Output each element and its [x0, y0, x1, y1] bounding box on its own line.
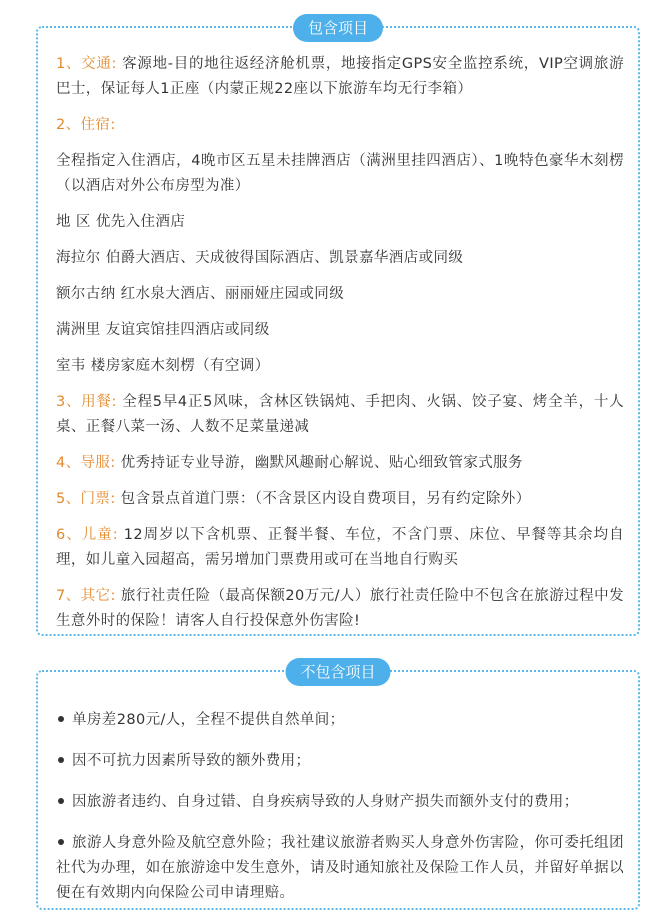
bullet-icon: [58, 839, 64, 845]
excluded-item-text: 旅游人身意外险及航空意外险；我社建议旅游者购买人身意外伤害险，你可委托组团社代为办理，如在旅游途中发生意外，请及时通知旅社及保险工作人员，并留好单据以便在有效期内向保险公司申请理赔。: [56, 835, 624, 901]
excluded-item: [56, 790, 624, 815]
tickets-item: [56, 487, 624, 512]
included-content: [56, 52, 624, 634]
hotel-line-2: 地 区 优先入住酒店: [56, 214, 186, 230]
excluded-section: [36, 663, 640, 910]
guide-text: 优秀持证专业导游，幽默风趣耐心解说、贴心细致管家式服务: [120, 455, 523, 471]
hotel-line-4: 额尔古纳 红水泉大酒店、丽丽娅庄园或同级: [56, 286, 345, 302]
hotel-line-5: 满洲里 友谊宾馆挂四酒店或同级: [56, 322, 270, 338]
included-section: [36, 19, 640, 636]
children-item: [56, 523, 624, 573]
meals-label: 3、用餐:: [56, 394, 117, 410]
hotel-label-line: [56, 113, 624, 138]
excluded-item-text: 因旅游者违约、自身过错、自身疾病导致的人身财产损失而额外支付的费用；: [72, 794, 579, 810]
tickets-label: 5、门票:: [56, 491, 116, 507]
bullet-icon: [58, 757, 64, 763]
excluded-item-text: 单房差280元/人，全程不提供自然单间；: [72, 712, 345, 728]
traffic-label: 1、交通:: [56, 56, 117, 72]
excluded-item: [56, 708, 624, 733]
excluded-item: [56, 749, 624, 774]
hotel-line-1: 全程指定入住酒店，4晚市区五星未挂牌酒店（满洲里挂四酒店）、1晚特色豪华木刻楞（以酒店对外公布房型为准）: [56, 153, 624, 194]
children-label: 6、儿童:: [56, 527, 119, 543]
tickets-text: 包含景点首道门票：（不含景区内设自费项目，另有约定除外）: [120, 491, 531, 507]
excluded-item: [56, 831, 624, 906]
meals-text: 全程5早4正5风味，含林区铁锅炖、手把肉、火锅、饺子宴、烤全羊，十人桌、正餐八菜一汤、人数不足菜量递减: [56, 394, 624, 435]
hotel-line-6: 室韦 楼房家庭木刻楞（有空调）: [56, 358, 270, 374]
children-text: 12周岁以下含机票、正餐半餐、车位，不含门票、床位、早餐等其余均自理，如儿童入园超高，需另增加门票费用或可在当地自行购买: [56, 527, 624, 568]
other-text: 旅行社责任险（最高保额20万元/人）旅行社责任险中不包含在旅游过程中发生意外时的保险！请客人自行投保意外伤害险!: [56, 588, 624, 629]
excluded-item-text: 因不可抗力因素所导致的额外费用；: [72, 753, 311, 769]
bullet-icon: [58, 798, 64, 804]
other-label: 7、其它:: [56, 588, 116, 604]
other-item: [56, 584, 624, 634]
hotel-line-3: 海拉尔 伯爵大酒店、天成彼得国际酒店、凯景嘉华酒店或同级: [56, 250, 464, 266]
traffic-text: 客源地-目的地往返经济舱机票，地接指定GPS安全监控系统，VIP空调旅游巴士，保证每人1正座（内蒙正规22座以下旅游车均无行李箱）: [56, 56, 624, 97]
meals-item: [56, 390, 624, 440]
traffic-item: [56, 52, 624, 102]
excluded-title: 不包含项目: [285, 658, 390, 686]
excluded-content: [56, 708, 624, 922]
bullet-icon: [58, 716, 64, 722]
hotel-label: 2、住宿:: [56, 117, 116, 133]
guide-item: [56, 451, 624, 476]
included-title: 包含项目: [293, 14, 383, 42]
guide-label: 4、导服:: [56, 455, 116, 471]
